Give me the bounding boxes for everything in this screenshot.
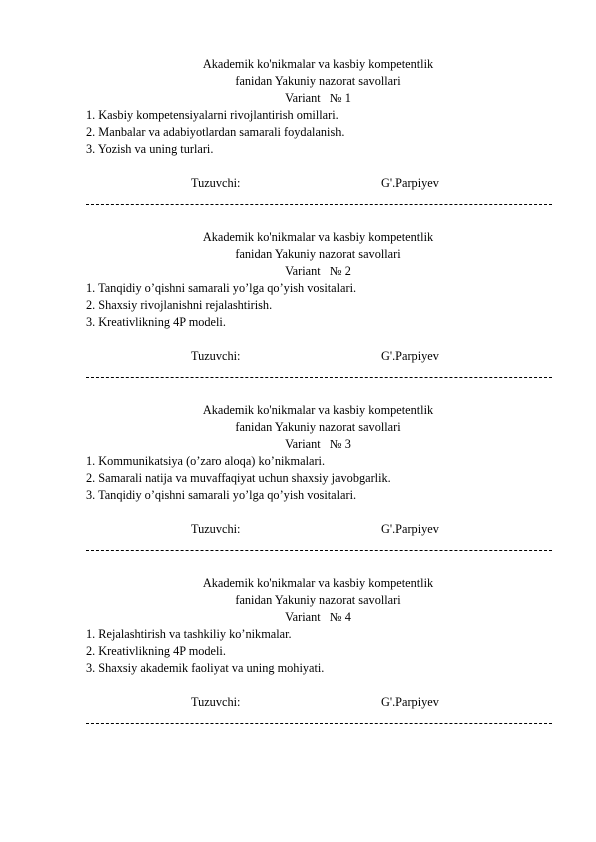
exam-subtitle: fanidan Yakuniy nazorat savollari (235, 247, 401, 261)
question-item: 3. Kreativlikning 4P modeli. (86, 315, 226, 329)
variant-number: Variant № 3 (285, 437, 351, 451)
exam-subtitle: fanidan Yakuniy nazorat savollari (235, 593, 401, 607)
author-name: G'.Parpiyev (381, 349, 439, 363)
question-item: 3. Tanqidiy o’qishni samarali yo’lga qo’yish vositalari. (86, 488, 357, 502)
question-item: 2. Manbalar va adabiyotlardan samarali foydalanish. (86, 125, 345, 139)
dashed-divider (86, 550, 552, 551)
author-label: Tuzuvchi: (191, 522, 241, 536)
question-item: 1. Kommunikatsiya (o’zaro aloqa) ko’nikmalari. (86, 454, 326, 468)
question-item: 1. Tanqidiy o’qishni samarali yo’lga qo’yish vositalari. (86, 281, 357, 295)
variant-block-4 (0, 575, 596, 748)
variant-number: Variant № 4 (285, 610, 351, 624)
question-item: 2. Shaxsiy rivojlanishni rejalashtirish. (86, 298, 273, 312)
author-name: G'.Parpiyev (381, 176, 439, 190)
question-item: 2. Kreativlikning 4P modeli. (86, 644, 226, 658)
subject-title: Akademik ko'nikmalar va kasbiy kompetentlik (202, 230, 434, 244)
question-item: 1. Kasbiy kompetensiyalarni rivojlantirish omillari. (86, 108, 339, 122)
exam-subtitle: fanidan Yakuniy nazorat savollari (235, 420, 401, 434)
variant-block-3 (0, 402, 596, 575)
question-item: 2. Samarali natija va muvaffaqiyat uchun shaxsiy javobgarlik. (86, 471, 391, 485)
variant-block-1 (0, 56, 596, 229)
variant-block-2 (0, 229, 596, 402)
dashed-divider (86, 723, 552, 724)
author-name: G'.Parpiyev (381, 695, 439, 709)
question-item: 3. Yozish va uning turlari. (86, 142, 214, 156)
subject-title: Akademik ko'nikmalar va kasbiy kompetentlik (202, 576, 434, 590)
author-label: Tuzuvchi: (191, 349, 241, 363)
exam-subtitle: fanidan Yakuniy nazorat savollari (235, 74, 401, 88)
author-label: Tuzuvchi: (191, 176, 241, 190)
question-item: 1. Rejalashtirish va tashkiliy ko’nikmalar. (86, 627, 292, 641)
dashed-divider (86, 204, 552, 205)
subject-title: Akademik ko'nikmalar va kasbiy kompetentlik (202, 57, 434, 71)
question-item: 3. Shaxsiy akademik faoliyat va uning mohiyati. (86, 661, 325, 675)
document-page (0, 56, 596, 748)
variant-number: Variant № 1 (285, 91, 351, 105)
subject-title: Akademik ko'nikmalar va kasbiy kompetentlik (202, 403, 434, 417)
author-name: G'.Parpiyev (381, 522, 439, 536)
dashed-divider (86, 377, 552, 378)
author-label: Tuzuvchi: (191, 695, 241, 709)
variant-number: Variant № 2 (285, 264, 351, 278)
